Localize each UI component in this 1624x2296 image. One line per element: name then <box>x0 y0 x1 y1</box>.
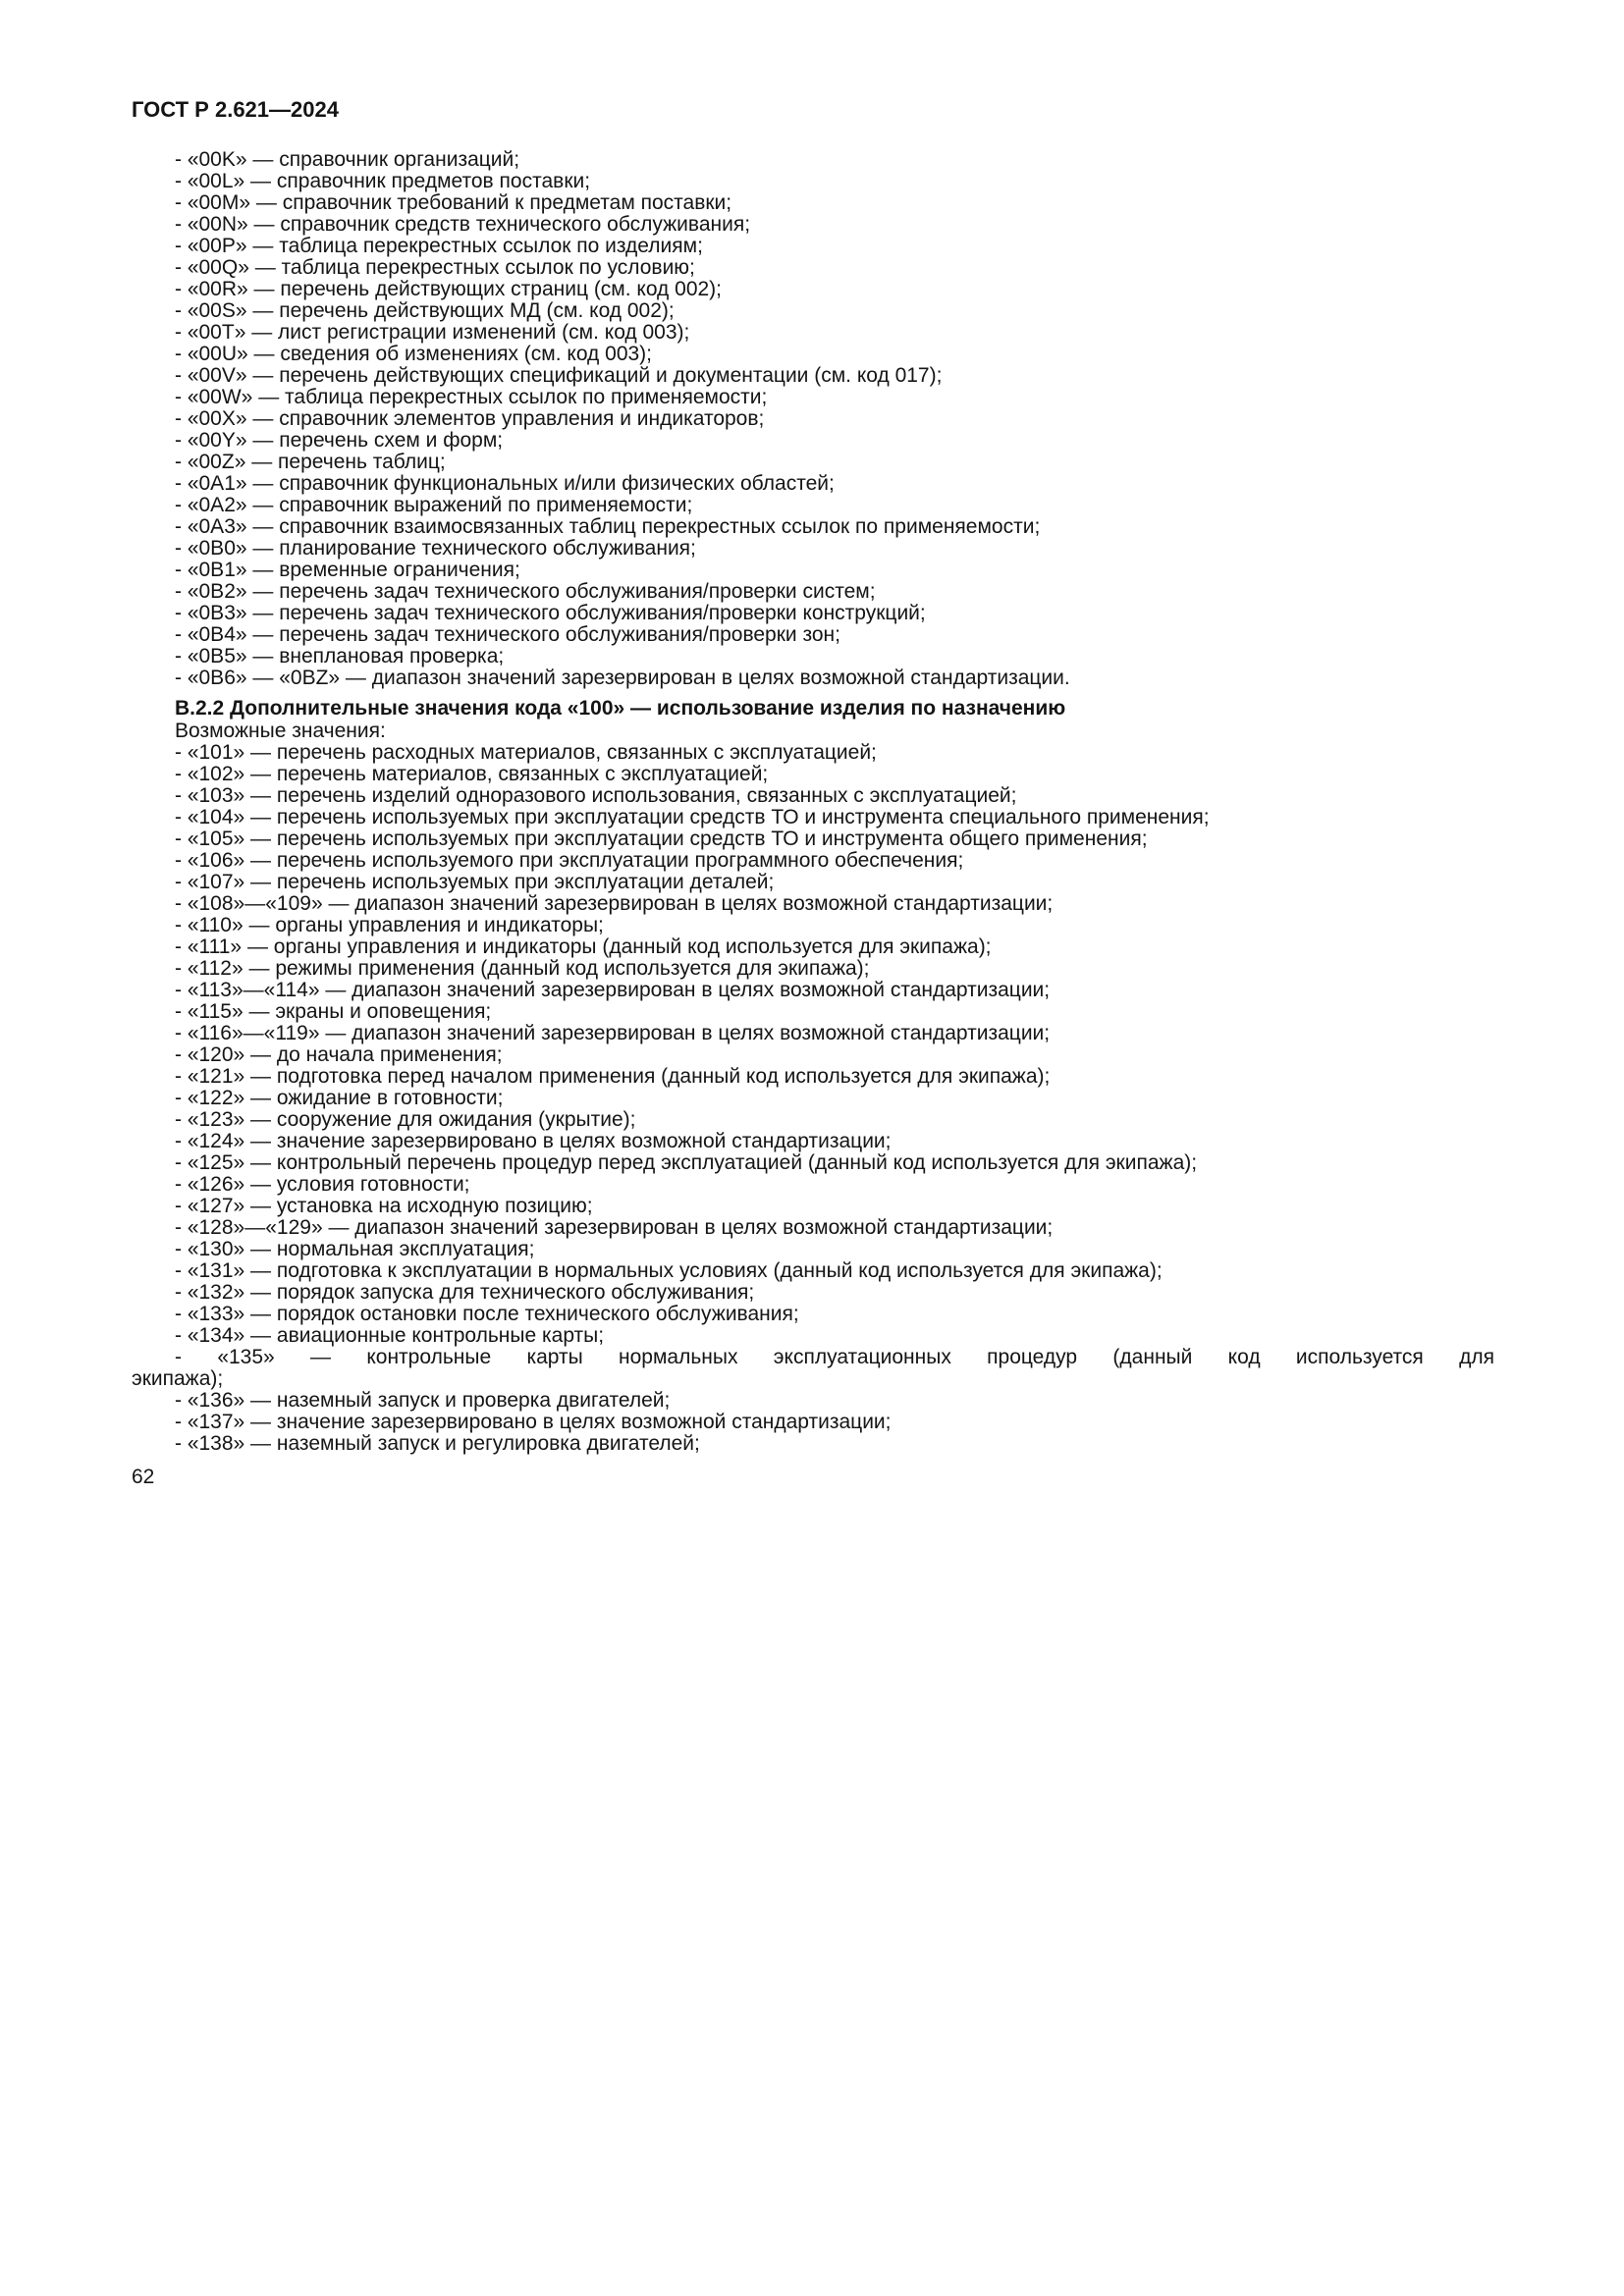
list-item: - «00P» — таблица перекрестных ссылок по изделиям; <box>175 235 703 257</box>
list-item: - «00U» — сведения об изменениях (см. код 003); <box>175 343 653 365</box>
code-list-100 <box>132 742 1494 1455</box>
list-item: - «00R» — перечень действующих страниц (см. код 002); <box>175 278 723 300</box>
list-item: - «00W» — таблица перекрестных ссылок по применяемости; <box>175 386 768 408</box>
list-item: - «0B2» — перечень задач технического обслуживания/проверки систем; <box>175 580 876 603</box>
list-item: - «00X» — справочник элементов управления и индикаторов; <box>175 407 765 430</box>
list-item: - «00Q» — таблица перекрестных ссылок по условию; <box>175 256 695 279</box>
list-item: - «108»—«109» — диапазон значений зарезервирован в целях возможной стандартизации; <box>175 892 1054 915</box>
list-item: - «123» — сооружение для ожидания (укрытие); <box>175 1108 636 1131</box>
list-item: - «116»—«119» — диапазон значений зарезервирован в целях возможной стандартизации; <box>175 1022 1051 1044</box>
list-item: - «0B4» — перечень задач технического обслуживания/проверки зон; <box>175 623 840 646</box>
section-heading: В.2.2 Дополнительные значения кода «100» — использование изделия по назначению <box>175 697 1066 720</box>
code-list-00 <box>132 149 1494 689</box>
list-item: - «0B1» — временные ограничения; <box>175 559 520 581</box>
list-item: - «00V» — перечень действующих спецификаций и документации (см. код 017); <box>175 364 943 387</box>
list-item: - «137» — значение зарезервировано в целях возможной стандартизации; <box>175 1411 892 1433</box>
list-item: - «132» — порядок запуска для технического обслуживания; <box>175 1281 755 1304</box>
page-header: ГОСТ Р 2.621—2024 <box>132 97 339 122</box>
list-item: - «0B5» — внеплановая проверка; <box>175 645 505 667</box>
list-item: - «115» — экраны и оповещения; <box>175 1000 492 1023</box>
list-item: - «131» — подготовка к эксплуатации в нормальных условиях (данный код используется для экипажа); <box>175 1259 1163 1282</box>
list-item: - «00S» — перечень действующих МД (см. код 002); <box>175 299 675 322</box>
list-item: - «102» — перечень материалов, связанных с эксплуатацией; <box>175 763 769 785</box>
list-item: - «105» — перечень используемых при эксплуатации средств ТО и инструмента общего применения; <box>175 828 1148 850</box>
list-item: - «00T» — лист регистрации изменений (см. код 003); <box>175 321 690 344</box>
list-item: - «00Y» — перечень схем и форм; <box>175 429 504 452</box>
list-item: - «107» — перечень используемых при эксплуатации деталей; <box>175 871 775 893</box>
list-item: - «125» — контрольный перечень процедур перед эксплуатацией (данный код используется для экипажа); <box>175 1151 1198 1174</box>
list-item: - «130» — нормальная эксплуатация; <box>175 1238 535 1260</box>
list-item: - «128»—«129» — диапазон значений зарезервирован в целях возможной стандартизации; <box>175 1216 1054 1239</box>
list-item: - «0B3» — перечень задач технического обслуживания/проверки конструкций; <box>175 602 926 624</box>
list-item: - «106» — перечень используемого при эксплуатации программного обеспечения; <box>175 849 964 872</box>
list-item: - «124» — значение зарезервировано в целях возможной стандартизации; <box>175 1130 892 1152</box>
list-item: - «113»—«114» — диапазон значений зарезервирован в целях возможной стандартизации; <box>175 979 1051 1001</box>
list-item: - «00L» — справочник предметов поставки; <box>175 170 591 192</box>
list-item: - «00M» — справочник требований к предметам поставки; <box>175 191 732 214</box>
list-item: - «101» — перечень расходных материалов, связанных с эксплуатацией; <box>175 741 877 764</box>
list-item: - «122» — ожидание в готовности; <box>175 1087 504 1109</box>
section-intro: Возможные значения: <box>175 720 386 742</box>
list-item: - «120» — до начала применения; <box>175 1043 503 1066</box>
list-item <box>132 1347 1494 1390</box>
list-item: - «0A1» — справочник функциональных и/или физических областей; <box>175 472 835 495</box>
list-item: - «110» — органы управления и индикаторы; <box>175 914 604 936</box>
page-number: 62 <box>132 1466 155 1488</box>
list-item: - «0A3» — справочник взаимосвязанных таблиц перекрестных ссылок по применяемости; <box>175 515 1041 538</box>
list-item: - «0B0» — планирование технического обслуживания; <box>175 537 696 560</box>
list-item: - «138» — наземный запуск и регулировка двигателей; <box>175 1432 700 1455</box>
content <box>132 149 1494 1455</box>
list-item: - «126» — условия готовности; <box>175 1173 470 1196</box>
list-item: - «133» — порядок остановки после технического обслуживания; <box>175 1303 799 1325</box>
list-item: - «0A2» — справочник выражений по применяемости; <box>175 494 693 516</box>
list-item-line: - «135» — контрольные карты нормальных эксплуатационных процедур (данный код используется для <box>175 1346 1494 1368</box>
list-item: - «104» — перечень используемых при эксплуатации средств ТО и инструмента специального применения; <box>175 806 1210 828</box>
list-item: - «134» — авиационные контрольные карты; <box>175 1324 605 1347</box>
list-item: - «121» — подготовка перед началом применения (данный код используется для экипажа); <box>175 1065 1051 1088</box>
list-item: - «00Z» — перечень таблиц; <box>175 451 446 473</box>
list-item: - «103» — перечень изделий одноразового использования, связанных с эксплуатацией; <box>175 784 1017 807</box>
list-item: - «00N» — справочник средств технического обслуживания; <box>175 213 751 236</box>
list-item: - «00K» — справочник организаций; <box>175 148 520 171</box>
list-item: - «136» — наземный запуск и проверка двигателей; <box>175 1389 671 1412</box>
list-item: - «0B6» — «0BZ» — диапазон значений зарезервирован в целях возможной стандартизации. <box>175 667 1070 689</box>
list-item: - «127» — установка на исходную позицию; <box>175 1195 593 1217</box>
list-item-line: экипажа); <box>132 1367 224 1390</box>
list-item: - «112» — режимы применения (данный код используется для экипажа); <box>175 957 870 980</box>
list-item: - «111» — органы управления и индикаторы (данный код используется для экипажа); <box>175 935 992 958</box>
